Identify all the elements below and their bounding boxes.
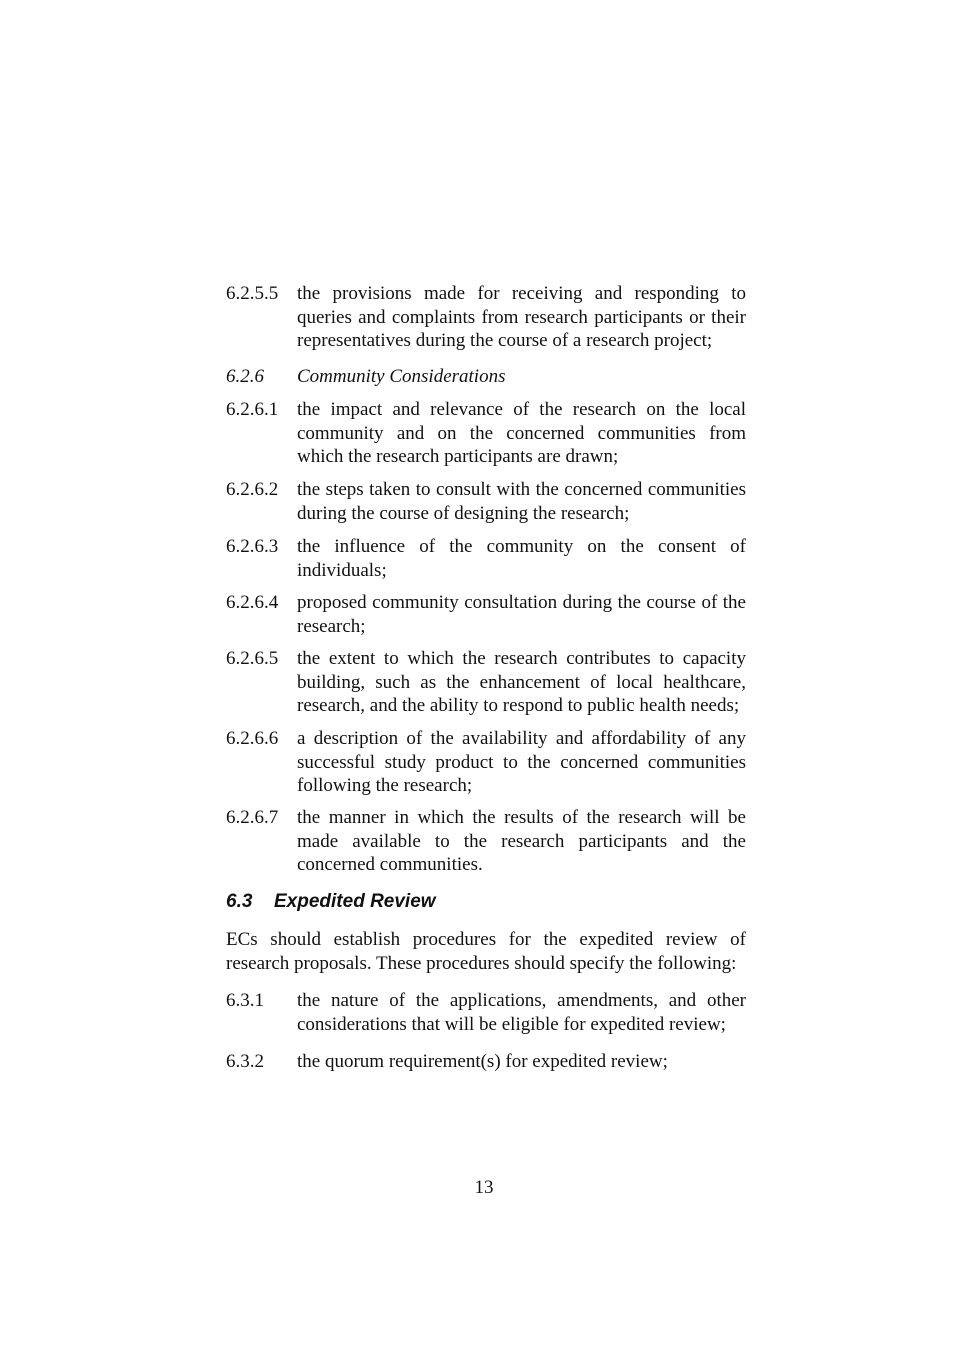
- clause-number: 6.3.2: [226, 1051, 264, 1072]
- clause-6-2-6-2: [226, 478, 746, 525]
- clause-number: 6.2.6.2: [226, 479, 279, 500]
- section-number: 6.3: [226, 891, 253, 912]
- section-intro: ECs should establish procedures for the expedited review of research proposals. These procedures should specify the following:: [226, 929, 746, 974]
- clause-6-2-6-7: [226, 806, 746, 877]
- clause-text: proposed community consultation during the course of the research;: [297, 592, 746, 637]
- clause-number: 6.2.6.1: [226, 399, 279, 420]
- clause-number: 6.3.1: [226, 990, 264, 1011]
- clause-text: the nature of the applications, amendments, and other considerations that will be eligible for expedited review;: [297, 990, 746, 1035]
- clause-6-3-1: [226, 989, 746, 1036]
- clause-text: the provisions made for receiving and responding to queries and complaints from research participants or their representatives during the course of a research project;: [297, 283, 746, 352]
- clause-text: the influence of the community on the consent of individuals;: [297, 536, 746, 581]
- clause-text: the quorum requirement(s) for expedited review;: [297, 1051, 668, 1072]
- section-heading: [226, 890, 436, 914]
- clause-number: 6.2.6.3: [226, 536, 279, 557]
- clause-text: the steps taken to consult with the concerned communities during the course of designing the research;: [297, 479, 746, 524]
- clause-text: the extent to which the research contributes to capacity building, such as the enhancement of local healthcare, research, and the ability to respond to public health needs;: [297, 648, 746, 717]
- clause-number: 6.2.6.7: [226, 807, 279, 828]
- clause-6-2-6-6: [226, 727, 746, 798]
- clause-number: 6.2.6.6: [226, 728, 279, 749]
- clause-text: a description of the availability and affordability of any successful study product to the concerned communities following the research;: [297, 728, 746, 797]
- subsection-number: 6.2.6: [226, 366, 264, 387]
- clause-6-2-5-5: [226, 282, 746, 353]
- clause-number: 6.2.6.4: [226, 592, 279, 613]
- clause-text: the impact and relevance of the research on the local community and on the concerned communities from which the research participants are drawn;: [297, 399, 746, 468]
- clause-6-3-2: [226, 1050, 746, 1074]
- clause-6-2-6-3: [226, 535, 746, 582]
- subsection-title: Community Considerations: [297, 366, 506, 387]
- clause-6-2-6-5: [226, 647, 746, 718]
- clause-6-2-6-4: [226, 591, 746, 638]
- clause-6-2-6-1: [226, 398, 746, 469]
- clause-number: 6.2.5.5: [226, 283, 279, 304]
- clause-number: 6.2.6.5: [226, 648, 279, 669]
- clause-text: the manner in which the results of the research will be made available to the research participants and the concerned communities.: [297, 807, 746, 876]
- page-number: 13: [474, 1177, 494, 1198]
- subsection-6-2-6-heading: [226, 365, 746, 389]
- section-title: Expedited Review: [274, 891, 436, 912]
